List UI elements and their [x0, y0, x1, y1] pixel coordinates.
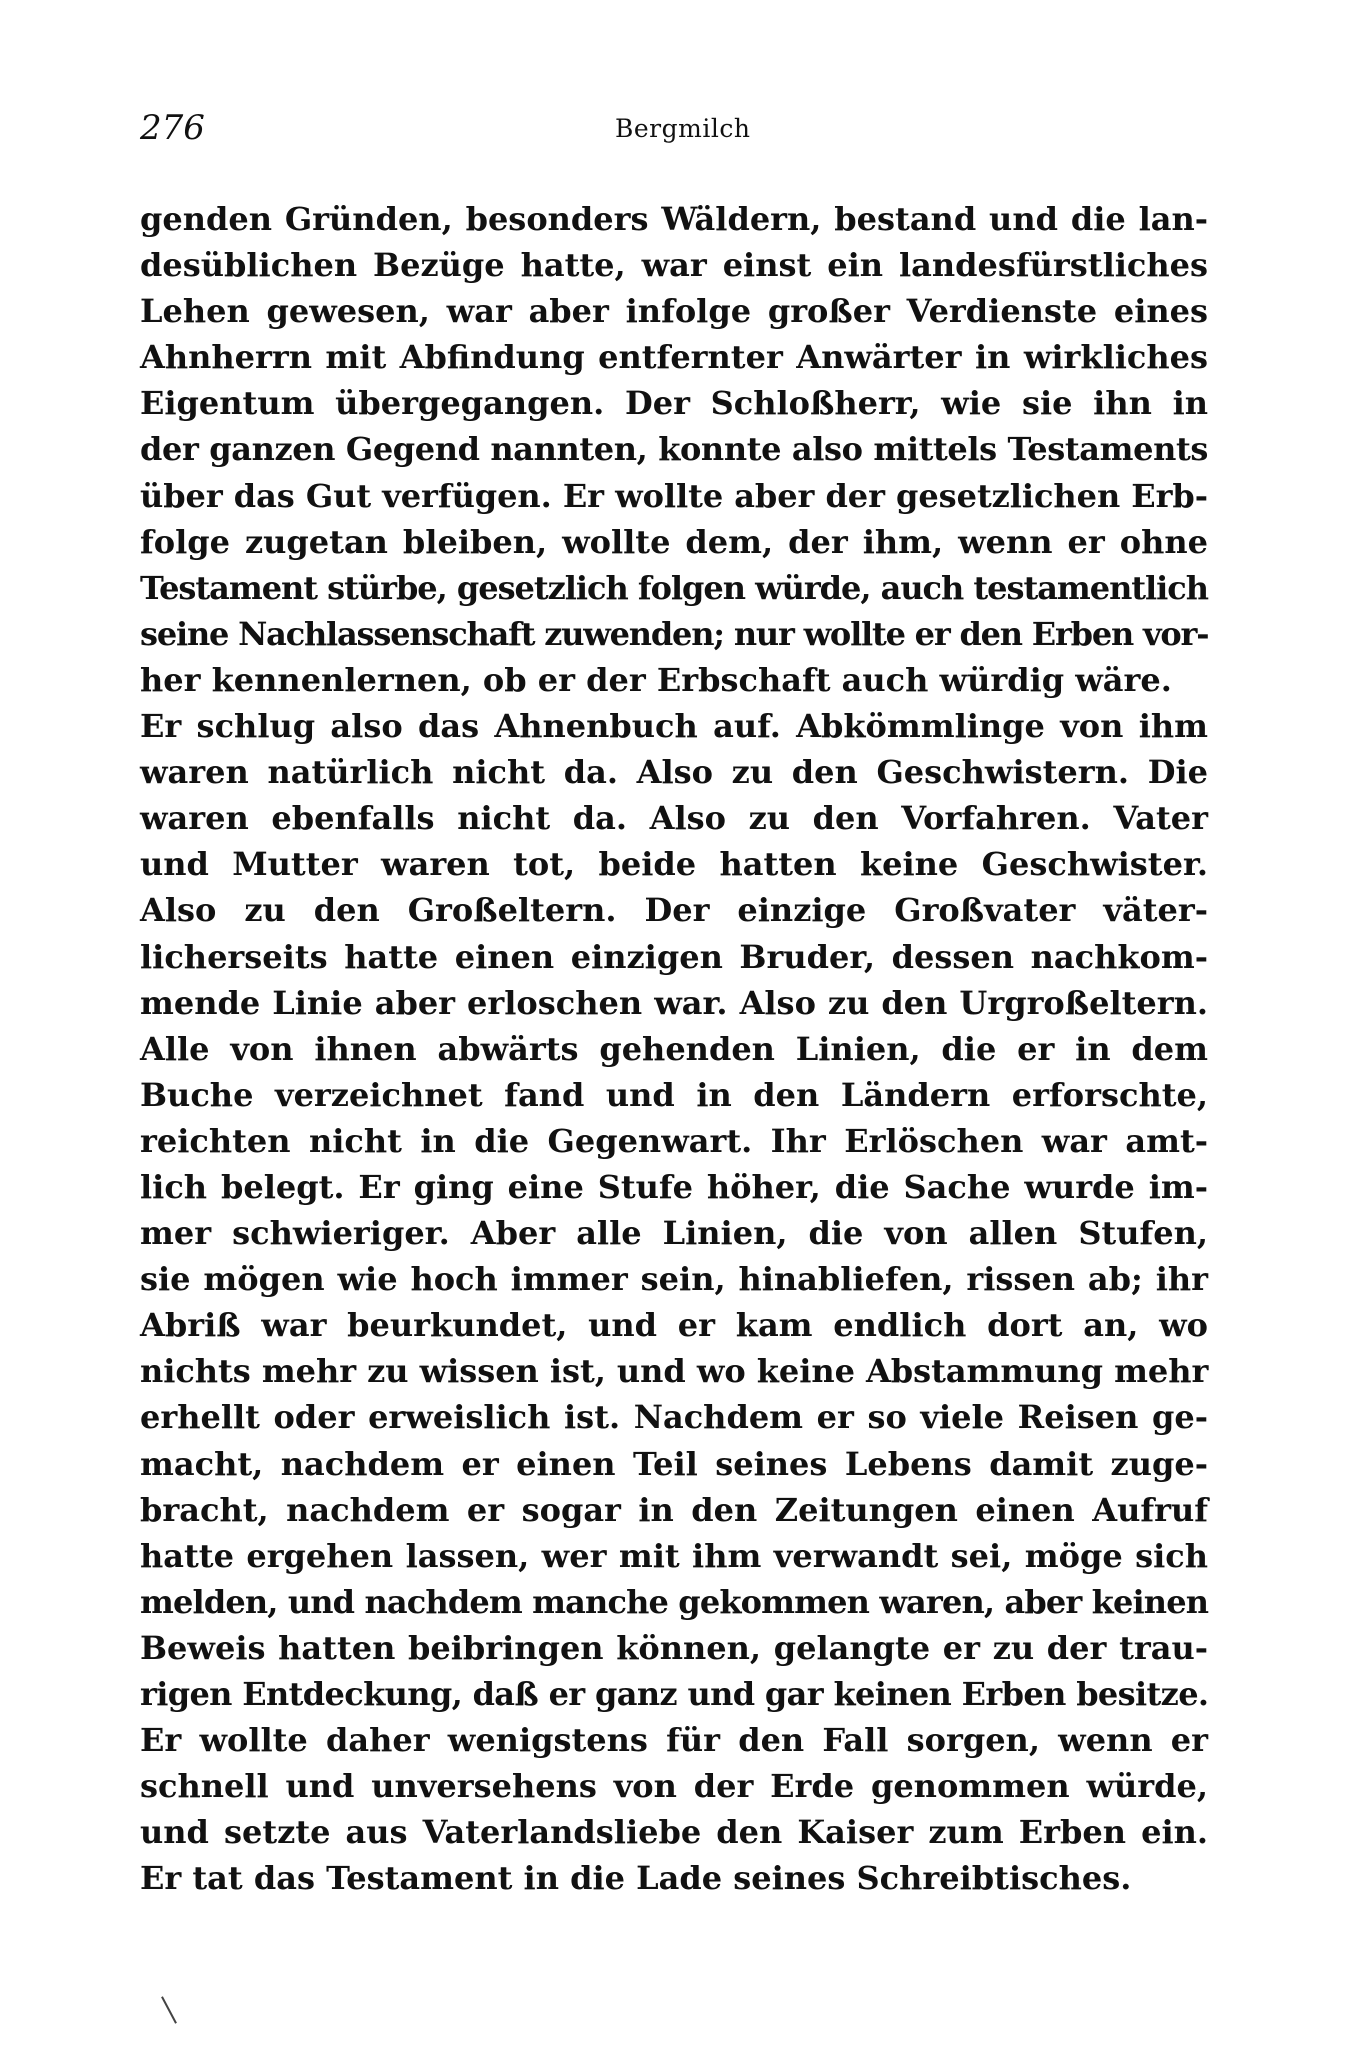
- text-line: Buche verzeichnet fand und in den Ländern erforschte,: [140, 1075, 1208, 1114]
- text-line: Also zu den Großeltern. Der einzige Großvater väter-: [140, 891, 1208, 930]
- text-line: Ahnherrn mit Abfindung entfernter Anwärter in wirkliches: [140, 338, 1208, 377]
- text-line: macht, nachdem er einen Teil seines Lebens damit zuge-: [140, 1444, 1208, 1483]
- text-line: her kennenlernen, ob er der Erbschaft auch würdig wäre.: [140, 660, 1172, 699]
- text-line: folge zugetan bleiben, wollte dem, der ihm, wenn er ohne: [140, 522, 1208, 561]
- text-line: schnell und unversehens von der Erde genommen würde,: [140, 1767, 1208, 1806]
- text-line: lich belegt. Er ging eine Stufe höher, die Sache wurde im-: [140, 1167, 1208, 1206]
- text-line: Lehen gewesen, war aber infolge großer Verdienste eines: [140, 292, 1208, 331]
- text-line: mende Linie aber erloschen war. Also zu den Urgroßeltern.: [140, 983, 1208, 1022]
- text-line: Testament stürbe, gesetzlich folgen würde, auch testamentlich: [140, 568, 1208, 607]
- text-line: reichten nicht in die Gegenwart. Ihr Erlöschen war amt-: [140, 1121, 1208, 1160]
- text-line: hatte ergehen lassen, wer mit ihm verwandt sei, möge sich: [140, 1536, 1208, 1575]
- text-line: sie mögen wie hoch immer sein, hinabliefen, rissen ab; ihr: [140, 1260, 1208, 1299]
- text-line: seine Nachlassenschaft zuwenden; nur wollte er den Erben vor-: [140, 614, 1209, 653]
- text-line: licherseits hatte einen einzigen Bruder, dessen nachkom-: [140, 937, 1208, 976]
- text-line: Er schlug also das Ahnenbuch auf. Abkömmlinge von ihm: [140, 707, 1208, 746]
- text-line: nichts mehr zu wissen ist, und wo keine Abstammung mehr: [140, 1352, 1209, 1391]
- text-line: und setzte aus Vaterlandsliebe den Kaiser zum Erben ein.: [140, 1813, 1208, 1852]
- text-line: der ganzen Gegend nannten, konnte also mittels Testaments: [140, 430, 1208, 469]
- text-line: Beweis hatten beibringen können, gelangte er zu der trau-: [140, 1628, 1208, 1667]
- text-line: Er wollte daher wenigstens für den Fall sorgen, wenn er: [140, 1721, 1208, 1760]
- page-number: 276: [140, 108, 205, 148]
- text-line: desüblichen Bezüge hatte, war einst ein landesfürstliches: [140, 246, 1208, 285]
- text-line: genden Gründen, besonders Wäldern, bestand und die lan-: [140, 200, 1208, 238]
- text-line: Abriß war beurkundet, und er kam endlich dort an, wo: [140, 1306, 1208, 1345]
- text-line: über das Gut verfügen. Er wollte aber der gesetzlichen Erb-: [140, 476, 1208, 515]
- text-line: erhellt oder erweislich ist. Nachdem er so viele Reisen ge-: [140, 1398, 1208, 1437]
- page-header: [140, 108, 1210, 158]
- stray-pen-mark: [161, 1996, 177, 2023]
- text-line: Eigentum übergegangen. Der Schloßherr, wie sie ihn in: [140, 384, 1208, 423]
- body-text: [140, 196, 1208, 1901]
- text-line: Alle von ihnen abwärts gehenden Linien, die er in dem: [140, 1029, 1208, 1068]
- text-line: waren natürlich nicht da. Also zu den Geschwistern. Die: [140, 753, 1208, 792]
- text-line: rigen Entdeckung, daß er ganz und gar keinen Erben besitze.: [140, 1675, 1209, 1713]
- text-line: Er tat das Testament in die Lade seines Schreibtisches.: [140, 1859, 1132, 1898]
- text-line: mer schwieriger. Aber alle Linien, die von allen Stufen,: [140, 1214, 1208, 1253]
- text-line: waren ebenfalls nicht da. Also zu den Vorfahren. Vater: [140, 799, 1208, 838]
- text-line: bracht, nachdem er sogar in den Zeitungen einen Aufruf: [140, 1490, 1208, 1529]
- running-head: Bergmilch: [615, 114, 751, 143]
- text-line: und Mutter waren tot, beide hatten keine Geschwister.: [140, 845, 1208, 884]
- text-line: melden, und nachdem manche gekommen waren, aber keinen: [140, 1582, 1209, 1621]
